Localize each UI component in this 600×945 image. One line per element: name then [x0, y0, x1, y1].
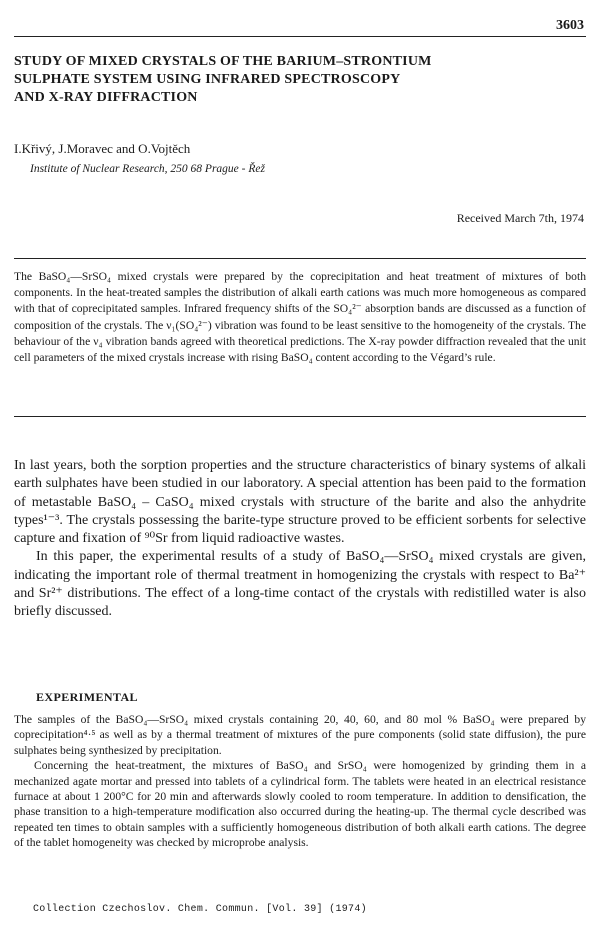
header-rule: [14, 36, 586, 37]
received-date: Received March 7th, 1974: [456, 211, 584, 225]
authors: I.Křivý, J.Moravec and O.Vojtěch: [14, 141, 191, 156]
title-line-2: SULPHATE SYSTEM USING INFRARED SPECTROSCOPY: [14, 72, 401, 87]
article-title: [14, 53, 574, 107]
experimental-section: [14, 712, 586, 851]
section-heading-experimental: EXPERIMENTAL: [36, 690, 138, 704]
title-line-3: AND X-RAY DIFFRACTION: [14, 90, 198, 105]
intro-paragraph-2: In this paper, the experimental results of a study of BaSO₄—SrSO₄ mixed crystals are given, indicating the important role of thermal treatment in homogenizing the crystals with respect to Ba²⁺ and Sr²⁺ distributions. The effect of a long-time contact of the crystals with redistilled water is also briefly discussed.: [14, 549, 586, 620]
experimental-paragraph-2: Concerning the heat-treatment, the mixtures of BaSO₄ and SrSO₄ were homogenized by grinding them in a mechanized agate mortar and pressed into tablets of a cylindrical form. The tablets were heated in an electrical resistance furnace at about 1 200°C for 20 min and afterwards slowly cooled to room temperature. In addition to densification, the phase transition to a high-temperature modification also occurred during the heating-up. The thermal cycle described was repeated ten times to obtain samples with a sufficiently homogeneous distribution of both alkali earth cations. The degree of the tablet homogeneity was checked by microprobe analysis.: [14, 759, 586, 850]
experimental-paragraph-1: The samples of the BaSO₄—SrSO₄ mixed crystals containing 20, 40, 60, and 80 mol % BaSO₄ were prepared by coprecipitation⁴·⁵ as well as by a thermal treatment of mixtures of the pure components (solid state diffusion), the pure sulphates being synthesized by precipitation.: [14, 713, 586, 757]
page-number: 3603: [556, 18, 584, 33]
footer-citation: Collection Czechoslov. Chem. Commun. [Vol. 39] (1974): [33, 904, 367, 915]
abstract-bottom-rule: [14, 416, 586, 417]
affiliation: Institute of Nuclear Research, 250 68 Prague - Řež: [30, 163, 265, 175]
abstract-top-rule: [14, 258, 586, 259]
intro-paragraph-1: In last years, both the sorption properties and the structure characteristics of binary systems of alkali earth sulphates have been studied in our laboratory. A special attention has been paid to the formation of metastable BaSO₄ – CaSO₄ mixed crystals with structure of the barite and also the anhydrite types¹⁻³. The crystals possessing the barite-type structure proved to be efficient sorbents for selective capture and fixation of ⁹⁰Sr from liquid radioactive wastes.: [14, 458, 586, 547]
title-line-1: STUDY OF MIXED CRYSTALS OF THE BARIUM–STRONTIUM: [14, 54, 432, 69]
introduction: [14, 457, 586, 622]
abstract: The BaSO₄—SrSO₄ mixed crystals were prepared by the coprecipitation and heat treatment of mixtures of both components. In the heat-treated samples the distribution of alkali earth cations was much more homogeneous as compared with that of coprecipitated samples. Infrared frequency shifts of the SO₄²⁻ absorption bands are discussed as a function of composition of the crystals. The ν₁(SO₄²⁻) vibration was found to be least sensitive to the homogeneity of the crystals. The behaviour of the ν₄ vibration bands agreed with theoretical predictions. The X-ray powder diffraction revealed that the unit cell parameters of the mixed crystals increase with rising BaSO₄ content according to the Végard’s rule.: [14, 270, 586, 365]
